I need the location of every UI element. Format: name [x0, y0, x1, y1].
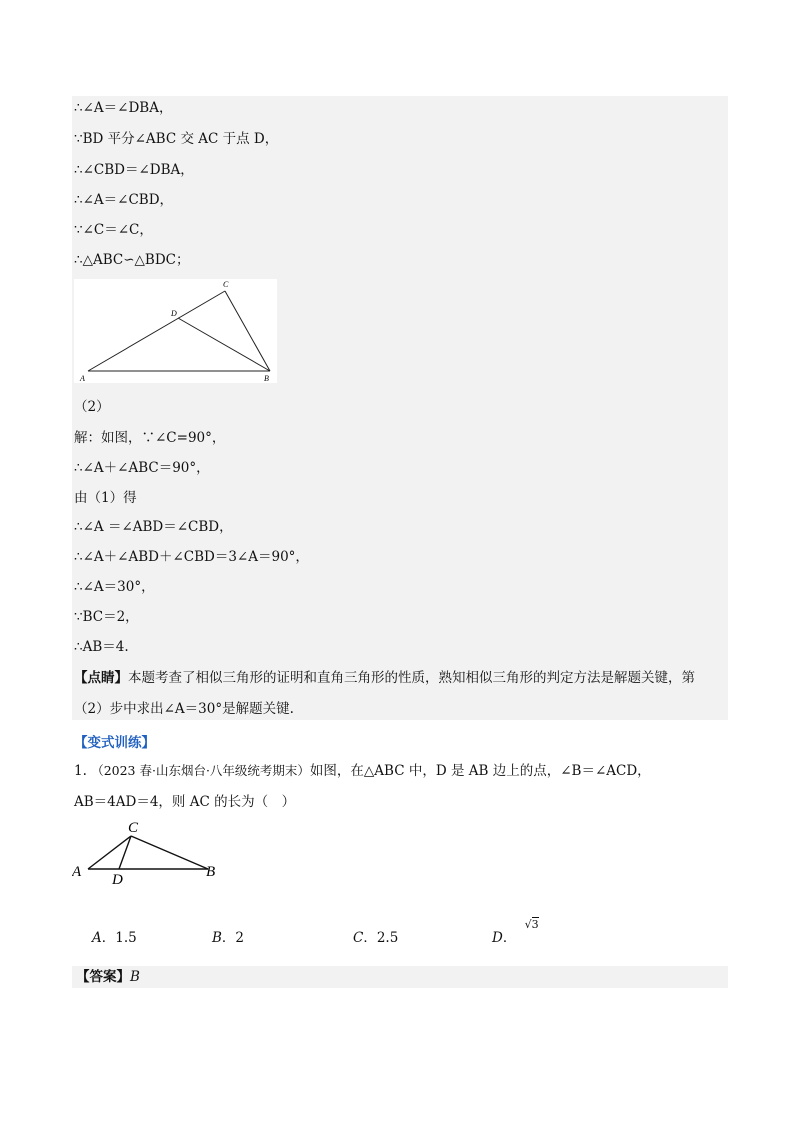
part2-line-3: ∴∠A＋∠ABC＝90°， [74, 460, 210, 476]
answer-value: B [130, 969, 140, 985]
solution-line-4: ∴∠A＝∠CBD， [74, 192, 174, 208]
segment-ac [88, 291, 225, 371]
label-c: C [223, 280, 229, 289]
question-line-1 [74, 761, 651, 781]
part2-line-2: 解：如图，∵∠C=90°， [74, 430, 226, 446]
part2-line-1: （2） [74, 399, 110, 415]
label-a-2: A [72, 864, 82, 880]
option-c-value: ．2.5 [363, 930, 399, 946]
segment-bd [178, 318, 270, 371]
segment-cb-2 [131, 836, 208, 869]
question-source: （2023 春·山东烟台·八年级统考期末） [91, 763, 310, 778]
option-d-radicand: 3 [531, 918, 539, 931]
label-a: A [80, 374, 85, 383]
label-d-2: D [112, 872, 123, 888]
part2-line-8: ∵BC＝2， [74, 609, 139, 625]
option-a-value: ．1.5 [101, 930, 137, 946]
answer-line [76, 967, 140, 987]
option-d-letter: D [492, 930, 503, 946]
triangle-figure-2 [72, 818, 232, 890]
solution-line-6: ∴△ABC∽△BDC； [74, 252, 190, 268]
answer-tag: 【答案】 [76, 969, 130, 985]
option-d[interactable] [492, 918, 539, 946]
part2-line-9: ∴AB＝4. [74, 639, 129, 655]
label-d: D [171, 309, 177, 318]
part2-line-6: ∴∠A＋∠ABD＋∠CBD＝3∠A＝90°， [74, 549, 309, 565]
label-c-2: C [128, 820, 139, 836]
solution-line-5: ∵∠C＝∠C， [74, 222, 153, 238]
triangle-abc-diagram [74, 279, 277, 383]
comment-tag: 【点睛】 [74, 670, 128, 686]
triangle-acd-diagram [72, 818, 232, 890]
part2-line-5: ∴∠A ＝∠ABD＝∠CBD， [74, 519, 233, 535]
option-c-letter: C [353, 930, 364, 946]
option-d-sqrt: √3 [524, 918, 539, 931]
segment-cb [225, 291, 270, 371]
option-b-value: ．2 [221, 930, 245, 946]
label-b: B [264, 374, 269, 383]
option-b[interactable] [212, 926, 244, 946]
option-a[interactable] [92, 926, 137, 946]
question-number: 1. [74, 763, 87, 779]
answer-background [72, 966, 728, 988]
question-text-1: 如图，在△ABC 中，D 是 AB 边上的点，∠B＝∠ACD， [309, 763, 651, 779]
label-b-2: B [206, 864, 216, 880]
solution-line-1: ∴∠A＝∠DBA， [74, 100, 173, 116]
solution-line-2: ∵BD 平分∠ABC 交 AC 于点 D， [74, 131, 279, 147]
option-a-letter: A [92, 930, 102, 946]
part2-line-7: ∴∠A＝30°， [74, 579, 155, 595]
question-line-2: AB＝4AD＝4，则 AC 的长为（ ） [74, 794, 296, 810]
comment-line-1 [74, 668, 695, 688]
solution-line-3: ∴∠CBD＝∠DBA， [74, 162, 194, 178]
comment-line-2: （2）步中求出∠A＝30°是解题关键. [74, 701, 294, 717]
triangle-figure-1 [74, 279, 277, 383]
option-b-letter: B [212, 930, 222, 946]
comment-text-1: 本题考查了相似三角形的证明和直角三角形的性质，熟知相似三角形的判定方法是解题关键，第 [128, 670, 695, 686]
option-c[interactable] [353, 926, 398, 946]
part2-line-4: 由（1）得 [74, 490, 137, 506]
option-d-value: ． [502, 930, 517, 946]
variant-training-heading: 【变式训练】 [74, 735, 155, 751]
